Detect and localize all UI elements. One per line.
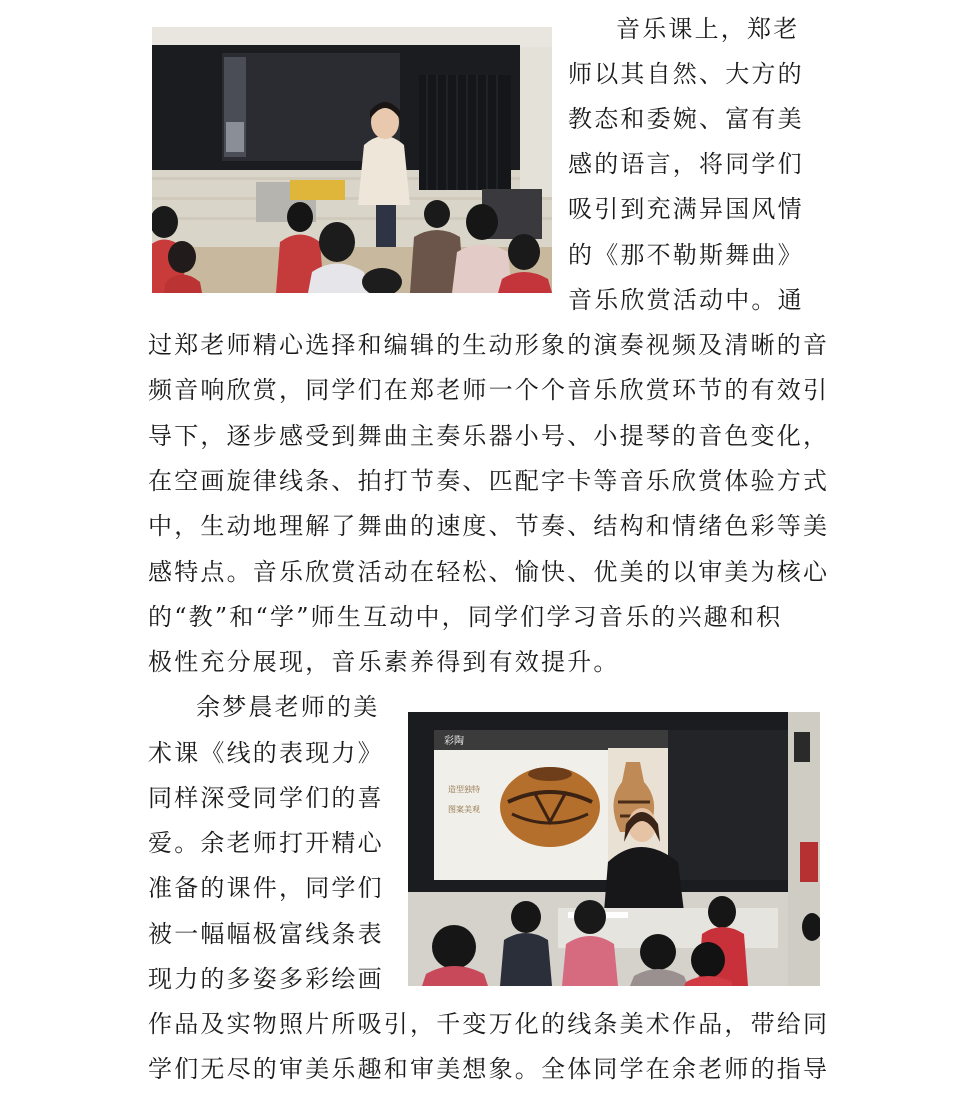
paragraph1-line-10: 导下，逐步感受到舞曲主奏乐器小号、小提琴的音色变化，	[148, 422, 830, 450]
paragraph1-line-13: 感特点。音乐欣赏活动在轻松、愉快、优美的以审美为核心	[148, 558, 830, 586]
paragraph2-line-8: 作品及实物照片所吸引，千变万化的线条美术作品，带给同	[148, 1010, 830, 1038]
paragraph1-line-8: 过郑老师精心选择和编辑的生动形象的演奏视频及清晰的音	[148, 331, 830, 359]
paragraph1-line-2: 师以其自然、大方的	[568, 60, 804, 88]
paragraph2-line-1: 余梦晨老师的美	[196, 693, 380, 721]
paragraph2-line-5: 准备的课件，同学们	[148, 874, 384, 902]
slide-line-1: 造型独特	[448, 785, 480, 794]
paragraph2-line-6: 被一幅幅极富线条表	[148, 920, 384, 948]
paragraph1-line-12: 中，生动地理解了舞曲的速度、节奏、结构和情绪色彩等美	[148, 512, 830, 540]
paragraph1-line-4: 感的语言，将同学们	[568, 150, 804, 178]
paragraph1-line-14: 的“教”和“学”师生互动中，同学们学习音乐的兴趣和积	[148, 603, 783, 631]
slide-title: 彩陶	[444, 736, 464, 747]
paragraph1-line-11: 在空画旋律线条、拍打节奏、匹配字卡等音乐欣赏体验方式	[148, 467, 830, 495]
paragraph2-line-2: 术课《线的表现力》	[148, 739, 384, 767]
paragraph1-line-7: 音乐欣赏活动中。通	[568, 286, 804, 314]
paragraph1-line-5: 吸引到充满异国风情	[568, 195, 804, 223]
paragraph1-line-1: 音乐课上，郑老	[616, 15, 800, 43]
paragraph1-line-3: 教态和委婉、富有美	[568, 105, 804, 133]
paragraph2-line-4: 爱。余老师打开精心	[148, 829, 384, 857]
paragraph1-line-15: 极性充分展现，音乐素养得到有效提升。	[148, 648, 620, 676]
paragraph2-line-3: 同样深受同学们的喜	[148, 784, 384, 812]
paragraph1-line-9: 频音响欣赏，同学们在郑老师一个个音乐欣赏环节的有效引	[148, 376, 830, 404]
music-class-photo	[152, 27, 552, 293]
slide-line-2: 图案美观	[448, 805, 480, 814]
paragraph2-line-9: 学们无尽的审美乐趣和审美想象。全体同学在余老师的指导	[148, 1055, 830, 1083]
paragraph1-line-6: 的《那不勒斯舞曲》	[568, 241, 804, 269]
paragraph2-line-7: 现力的多姿多彩绘画	[148, 965, 384, 993]
art-class-photo	[408, 712, 820, 986]
